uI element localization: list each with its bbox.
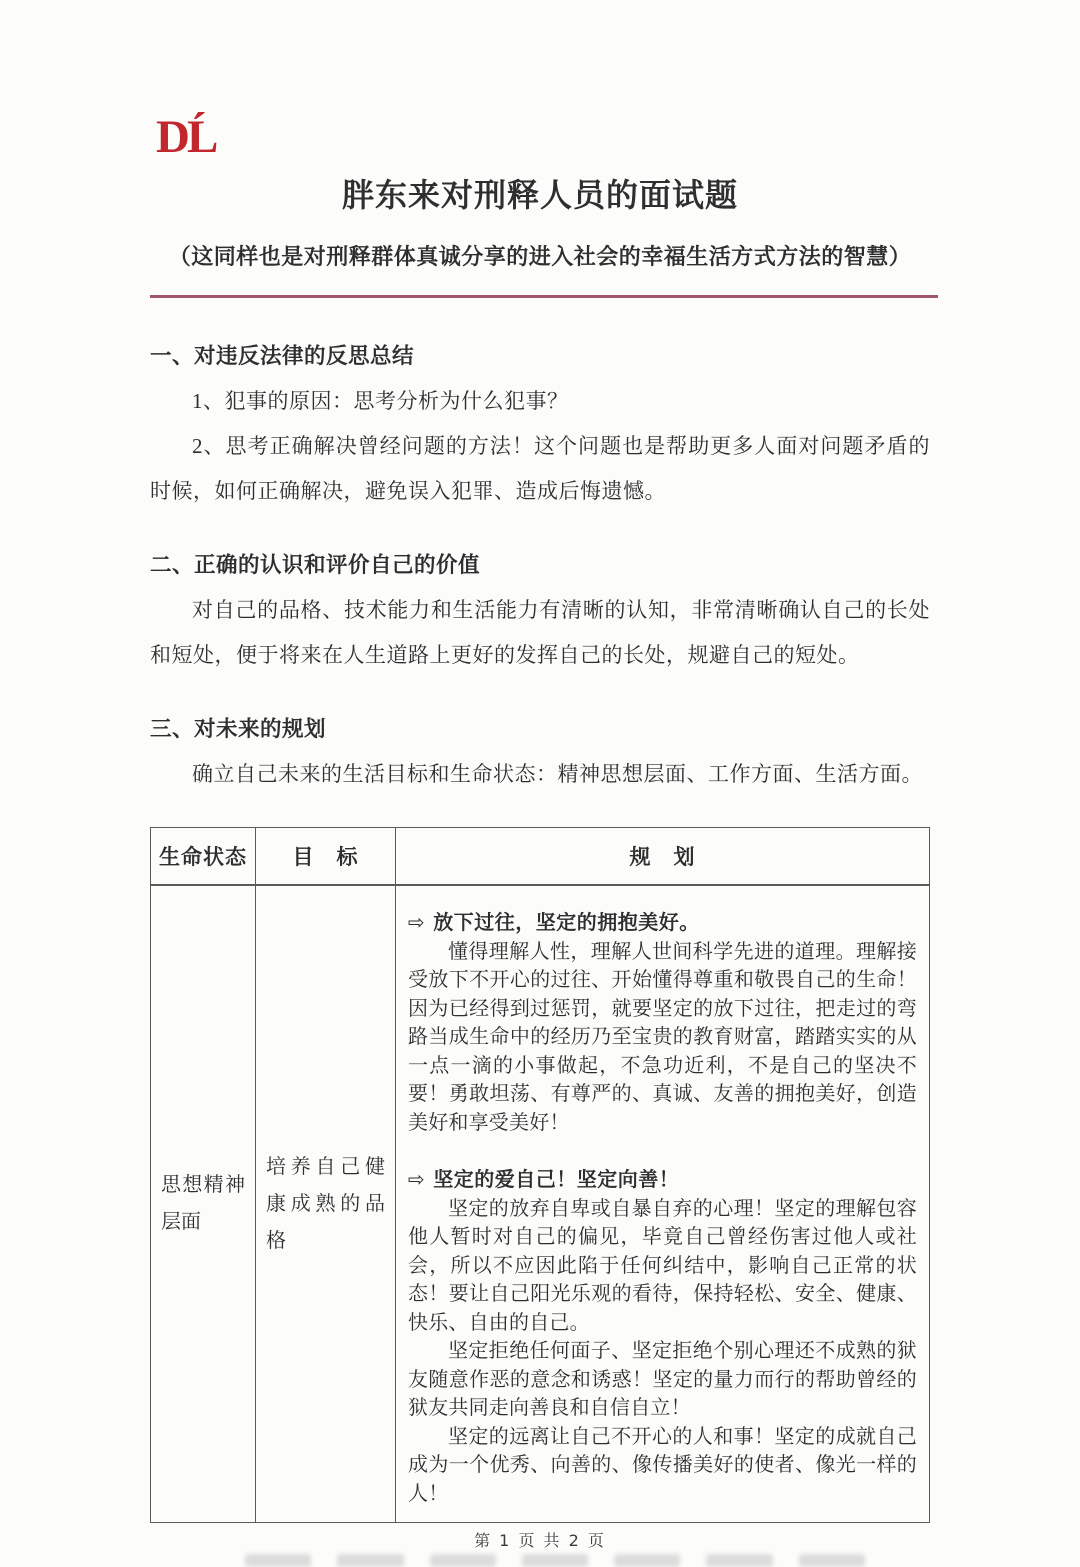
plan-paragraph: 坚定的放弃自卑或自暴自弃的心理！坚定的理解包容他人暂时对自己的偏见，毕竟自己曾经伤害过他人或社会，所以不应因此陷于任何纠结中，影响自己正常的状态！要让自己阳光乐观的看待，保持轻松、安全、健康、快乐、自由的自己。 [408, 1197, 917, 1334]
life-plan-table [150, 827, 930, 1524]
page-bottom-artifact [245, 1554, 865, 1567]
plan-paragraph: 坚定拒绝任何面子、坚定拒绝个别心理还不成熟的狱友随意作恶的意念和诱惑！坚定的量力而行的帮助曾经的狱友共同走向善良和自信自立！ [408, 1340, 917, 1420]
plan-heading-text: 坚定的爱自己！坚定向善！ [433, 1169, 680, 1192]
page-number-footer: 第 1 页 共 2 页 [474, 1531, 606, 1550]
section-heading-1: 一、对违反法律的反思总结 [150, 343, 415, 368]
column-header-goal: 目 标 [256, 827, 396, 885]
plan-heading [408, 908, 917, 938]
page-subtitle: （这同样也是对刑释群体真诚分享的进入社会的幸福生活方式方法的智慧） [168, 243, 912, 269]
cell-plan [396, 885, 930, 1523]
document-page [0, 112, 1080, 1567]
accent-divider [150, 295, 938, 298]
section-3-paragraph: 确立自己未来的生活目标和生命状态：精神思想层面、工作方面、生活方面。 [192, 761, 923, 786]
column-header-plan: 规 划 [396, 827, 930, 885]
section-heading-3: 三、对未来的规划 [150, 716, 327, 741]
plan-heading [408, 1165, 917, 1195]
page-title: 胖东来对刑释人员的面试题 [341, 176, 738, 213]
plan-heading-text: 放下过往，坚定的拥抱美好。 [433, 912, 700, 935]
table-header-row [151, 827, 930, 885]
page [0, 112, 1080, 1567]
column-header-state: 生命状态 [151, 827, 256, 885]
dl-logo: DĹ [156, 111, 216, 163]
cell-life-state: 思想精神层面 [151, 885, 256, 1523]
section-2-paragraph: 对自己的品格、技术能力和生活能力有清晰的认知，非常清晰确认自己的长处和短处，便于将来在人生道路上更好的发挥自己的长处，规避自己的短处。 [150, 597, 930, 667]
section-1-paragraph: 2、思考正确解决曾经问题的方法！这个问题也是帮助更多人面对问题矛盾的时候，如何正确解决，避免误入犯罪、造成后悔遗憾。 [150, 433, 930, 503]
right-arrow-icon: ⇨ [408, 1167, 426, 1192]
section-heading-2: 二、正确的认识和评价自己的价值 [150, 552, 481, 577]
table-row [151, 885, 930, 1523]
section-1-paragraph: 1、犯事的原因：思考分析为什么犯事？ [192, 388, 569, 413]
right-arrow-icon: ⇨ [408, 910, 426, 935]
plan-paragraph: 懂得理解人性，理解人世间科学先进的道理。理解接受放下不开心的过往、开始懂得尊重和敬畏自己的生命！因为已经得到过惩罚，就要坚定的放下过往，把走过的弯路当成生命中的经历乃至宝贵的教育财富，踏踏实实的从一点一滴的小事做起，不急功近利，不是自己的坚决不要！勇敢坦荡、有尊严的、真诚、友善的拥抱美好，创造美好和享受美好！ [408, 940, 917, 1134]
plan-paragraph: 坚定的远离让自己不开心的人和事！坚定的成就自己成为一个优秀、向善的、像传播美好的使者、像光一样的人！ [408, 1425, 917, 1505]
cell-goal: 培养自己健康成熟的品格 [256, 885, 396, 1523]
